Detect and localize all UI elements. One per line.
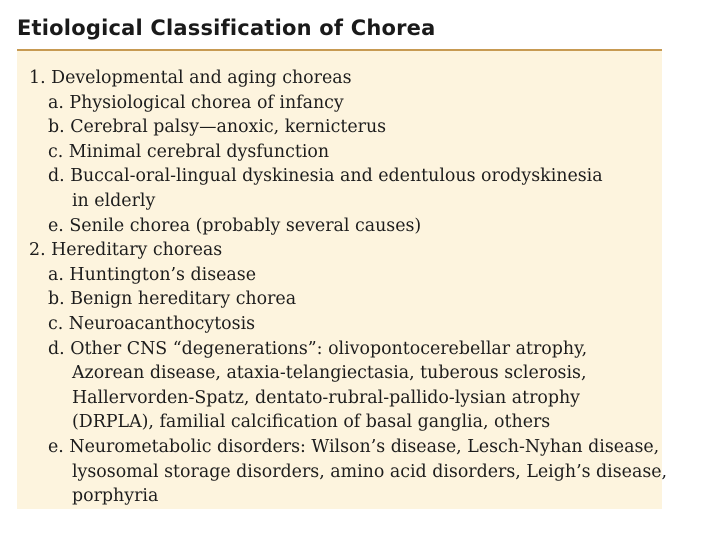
- list-item-continuation: in elderly: [72, 190, 156, 211]
- list-item-continuation: porphyria: [72, 486, 159, 507]
- page-title: Etiological Classification of Chorea: [17, 16, 436, 40]
- list-item-continuation: (DRPLA), familial calcification of basal ganglia, others: [72, 412, 551, 433]
- list-item: a. Physiological chorea of infancy: [48, 92, 344, 113]
- section-heading: 2. Hereditary choreas: [29, 240, 223, 261]
- list-item: c. Neuroacanthocytosis: [48, 313, 256, 334]
- list-item: d. Buccal-oral-lingual dyskinesia and edentulous orodyskinesia: [48, 166, 603, 187]
- classification-list: [29, 66, 669, 509]
- list-item: b. Benign hereditary chorea: [48, 289, 297, 310]
- list-item: c. Minimal cerebral dysfunction: [48, 141, 330, 162]
- list-item: b. Cerebral palsy—anoxic, kernicterus: [48, 117, 387, 138]
- list-item: e. Neurometabolic disorders: Wilson’s disease, Lesch-Nyhan disease,: [48, 436, 660, 457]
- list-item: a. Huntington’s disease: [48, 264, 257, 285]
- section-heading: 1. Developmental and aging choreas: [29, 68, 352, 88]
- list-item-continuation: lysosomal storage disorders, amino acid disorders, Leigh’s disease,: [72, 461, 668, 482]
- list-item-continuation: Azorean disease, ataxia-telangiectasia, tuberous sclerosis,: [72, 363, 587, 384]
- list-item: e. Senile chorea (probably several causes): [48, 215, 422, 236]
- list-item: d. Other CNS “degenerations”: olivopontocerebellar atrophy,: [48, 338, 588, 359]
- list-item-continuation: Hallervorden-Spatz, dentato-rubral-pallido-lysian atrophy: [72, 387, 581, 408]
